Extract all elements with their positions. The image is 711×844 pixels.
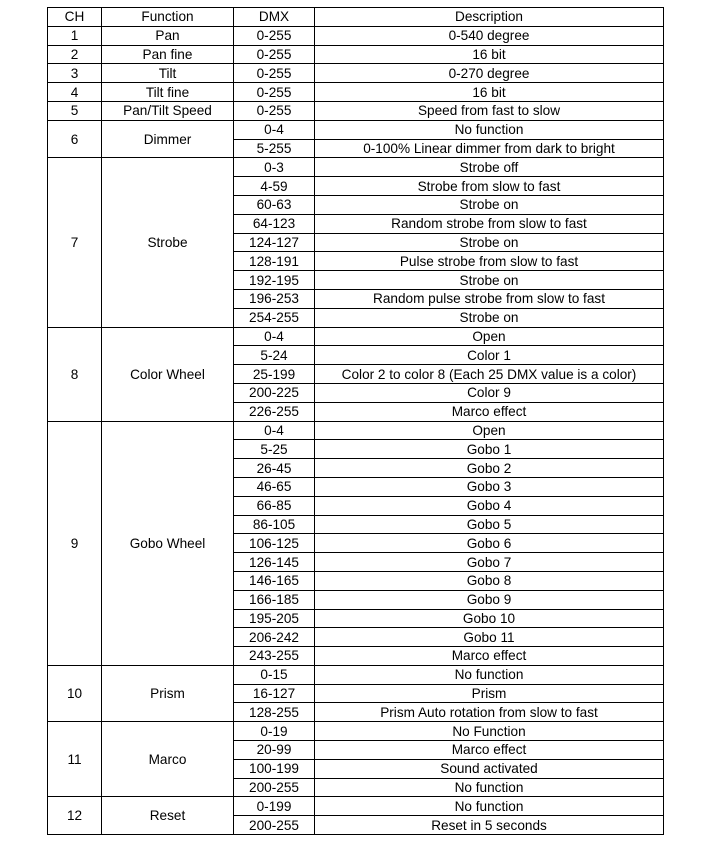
function-cell: Color Wheel: [102, 327, 234, 421]
function-cell: Pan: [102, 26, 234, 45]
dmx-range-cell: 5-25: [234, 440, 315, 459]
dmx-range-cell: 200-225: [234, 383, 315, 402]
description-cell: Gobo 3: [315, 477, 664, 496]
channel-number-cell: 4: [48, 83, 102, 102]
dmx-range-cell: 146-165: [234, 571, 315, 590]
function-cell: Pan fine: [102, 45, 234, 64]
dmx-range-cell: 0-4: [234, 120, 315, 139]
dmx-range-cell: 192-195: [234, 271, 315, 290]
function-cell: Pan/Tilt Speed: [102, 101, 234, 120]
table-row: [48, 327, 664, 346]
channel-number-cell: 3: [48, 64, 102, 83]
table-row: [48, 83, 664, 102]
header-description: Description: [315, 8, 664, 27]
description-cell: Open: [315, 327, 664, 346]
description-cell: Prism Auto rotation from slow to fast: [315, 703, 664, 722]
dmx-range-cell: 166-185: [234, 590, 315, 609]
dmx-range-cell: 20-99: [234, 741, 315, 760]
table-row: [48, 64, 664, 83]
dmx-range-cell: 64-123: [234, 214, 315, 233]
description-cell: No Function: [315, 722, 664, 741]
table-row: [48, 421, 664, 440]
description-cell: Strobe on: [315, 271, 664, 290]
description-cell: 16 bit: [315, 45, 664, 64]
description-cell: Speed from fast to slow: [315, 101, 664, 120]
description-cell: Prism: [315, 684, 664, 703]
dmx-range-cell: 0-4: [234, 327, 315, 346]
channel-number-cell: 7: [48, 158, 102, 327]
function-cell: Tilt fine: [102, 83, 234, 102]
dmx-range-cell: 196-253: [234, 289, 315, 308]
dmx-range-cell: 0-4: [234, 421, 315, 440]
dmx-range-cell: 0-255: [234, 83, 315, 102]
function-cell: Marco: [102, 722, 234, 797]
description-cell: Strobe on: [315, 233, 664, 252]
dmx-range-cell: 25-199: [234, 365, 315, 384]
dmx-range-cell: 0-255: [234, 45, 315, 64]
dmx-range-cell: 5-255: [234, 139, 315, 158]
table-row: [48, 26, 664, 45]
table-row: [48, 722, 664, 741]
table-row: [48, 120, 664, 139]
dmx-range-cell: 86-105: [234, 515, 315, 534]
channel-number-cell: 11: [48, 722, 102, 797]
dmx-range-cell: 46-65: [234, 477, 315, 496]
description-cell: Gobo 4: [315, 496, 664, 515]
description-cell: Color 9: [315, 383, 664, 402]
header-dmx: DMX: [234, 8, 315, 27]
dmx-range-cell: 0-15: [234, 665, 315, 684]
description-cell: Color 1: [315, 346, 664, 365]
description-cell: Open: [315, 421, 664, 440]
dmx-range-cell: 226-255: [234, 402, 315, 421]
description-cell: No function: [315, 797, 664, 816]
description-cell: Marco effect: [315, 741, 664, 760]
dmx-range-cell: 200-255: [234, 778, 315, 797]
function-cell: Strobe: [102, 158, 234, 327]
dmx-range-cell: 0-19: [234, 722, 315, 741]
dmx-range-cell: 0-255: [234, 101, 315, 120]
table-row: [48, 797, 664, 816]
channel-number-cell: 10: [48, 665, 102, 721]
dmx-range-cell: 4-59: [234, 177, 315, 196]
table-row: [48, 45, 664, 64]
dmx-range-cell: 66-85: [234, 496, 315, 515]
dmx-range-cell: 0-255: [234, 64, 315, 83]
description-cell: Gobo 8: [315, 571, 664, 590]
description-cell: 16 bit: [315, 83, 664, 102]
dmx-range-cell: 0-199: [234, 797, 315, 816]
dmx-range-cell: 16-127: [234, 684, 315, 703]
description-cell: Marco effect: [315, 402, 664, 421]
dmx-range-cell: 126-145: [234, 553, 315, 572]
description-cell: Strobe on: [315, 308, 664, 327]
dmx-range-cell: 100-199: [234, 759, 315, 778]
function-cell: Dimmer: [102, 120, 234, 158]
description-cell: Gobo 2: [315, 459, 664, 478]
channel-number-cell: 2: [48, 45, 102, 64]
description-cell: Marco effect: [315, 647, 664, 666]
function-cell: Tilt: [102, 64, 234, 83]
dmx-range-cell: 254-255: [234, 308, 315, 327]
channel-number-cell: 9: [48, 421, 102, 665]
channel-number-cell: 6: [48, 120, 102, 158]
description-cell: Sound activated: [315, 759, 664, 778]
dmx-range-cell: 106-125: [234, 534, 315, 553]
description-cell: Gobo 7: [315, 553, 664, 572]
table-row: [48, 158, 664, 177]
description-cell: Gobo 1: [315, 440, 664, 459]
description-cell: Gobo 10: [315, 609, 664, 628]
description-cell: Strobe on: [315, 195, 664, 214]
description-cell: No function: [315, 778, 664, 797]
description-cell: 0-270 degree: [315, 64, 664, 83]
channel-number-cell: 1: [48, 26, 102, 45]
dmx-range-cell: 60-63: [234, 195, 315, 214]
function-cell: Reset: [102, 797, 234, 835]
header-ch: CH: [48, 8, 102, 27]
header-row: [48, 8, 664, 27]
dmx-range-cell: 128-255: [234, 703, 315, 722]
channel-number-cell: 12: [48, 797, 102, 835]
channel-number-cell: 5: [48, 101, 102, 120]
dmx-range-cell: 0-255: [234, 26, 315, 45]
description-cell: 0-540 degree: [315, 26, 664, 45]
dmx-range-cell: 200-255: [234, 816, 315, 835]
table-body: [48, 26, 664, 834]
description-cell: 0-100% Linear dimmer from dark to bright: [315, 139, 664, 158]
table-row: [48, 101, 664, 120]
description-cell: No function: [315, 120, 664, 139]
description-cell: No function: [315, 665, 664, 684]
function-cell: Gobo Wheel: [102, 421, 234, 665]
description-cell: Pulse strobe from slow to fast: [315, 252, 664, 271]
dmx-channel-table: [47, 7, 664, 835]
dmx-range-cell: 26-45: [234, 459, 315, 478]
dmx-range-cell: 128-191: [234, 252, 315, 271]
dmx-range-cell: 195-205: [234, 609, 315, 628]
description-cell: Strobe from slow to fast: [315, 177, 664, 196]
description-cell: Strobe off: [315, 158, 664, 177]
description-cell: Gobo 5: [315, 515, 664, 534]
description-cell: Gobo 9: [315, 590, 664, 609]
header-function: Function: [102, 8, 234, 27]
dmx-range-cell: 5-24: [234, 346, 315, 365]
function-cell: Prism: [102, 665, 234, 721]
dmx-range-cell: 243-255: [234, 647, 315, 666]
description-cell: Gobo 11: [315, 628, 664, 647]
dmx-range-cell: 206-242: [234, 628, 315, 647]
description-cell: Color 2 to color 8 (Each 25 DMX value is a color): [315, 365, 664, 384]
channel-number-cell: 8: [48, 327, 102, 421]
dmx-range-cell: 0-3: [234, 158, 315, 177]
description-cell: Random pulse strobe from slow to fast: [315, 289, 664, 308]
table-row: [48, 665, 664, 684]
description-cell: Reset in 5 seconds: [315, 816, 664, 835]
description-cell: Random strobe from slow to fast: [315, 214, 664, 233]
description-cell: Gobo 6: [315, 534, 664, 553]
dmx-range-cell: 124-127: [234, 233, 315, 252]
